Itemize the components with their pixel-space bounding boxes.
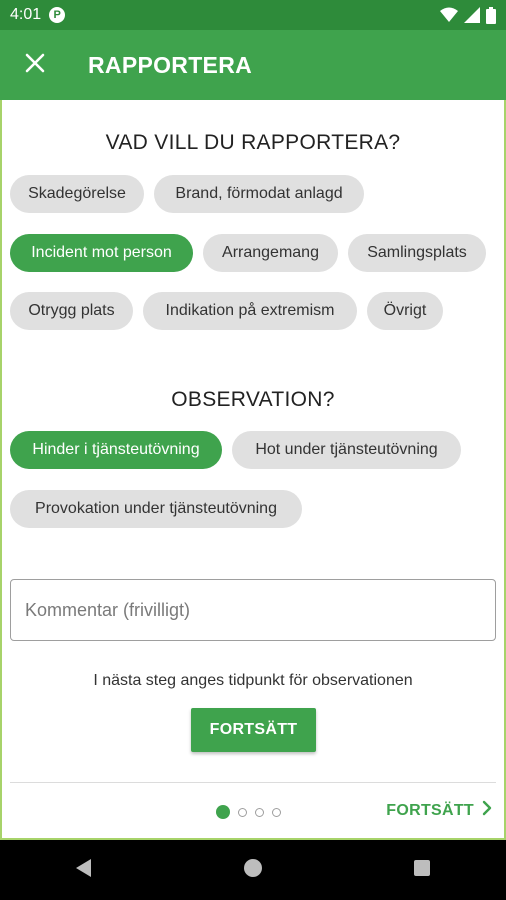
chevron-right-icon (482, 800, 492, 821)
system-nav-bar (0, 840, 506, 900)
close-button[interactable] (0, 30, 70, 100)
chip-samlingsplats[interactable]: Samlingsplats (348, 234, 486, 272)
chip-hot[interactable]: Hot under tjänsteutövning (232, 431, 461, 469)
signal-icon (464, 7, 480, 23)
page-dot-4 (272, 808, 281, 817)
chip-hinder[interactable]: Hinder i tjänsteutövning (10, 431, 222, 469)
page-indicator (216, 805, 281, 819)
recents-square-icon (413, 859, 431, 882)
recents-button[interactable] (402, 850, 442, 890)
home-circle-icon (243, 858, 263, 883)
comment-input[interactable] (10, 579, 496, 641)
page-dot-3 (255, 808, 264, 817)
status-icons (440, 7, 496, 24)
chip-provokation[interactable]: Provokation under tjänsteutövning (10, 490, 302, 528)
page-title: RAPPORTERA (88, 51, 253, 78)
close-icon (25, 53, 45, 78)
battery-icon (486, 7, 496, 24)
page-dot-2 (238, 808, 247, 817)
next-step-info: I nästa steg anges tidpunkt för observationen (93, 672, 413, 689)
status-time: 4:01 (10, 6, 42, 23)
report-type-heading: VAD VILL DU RAPPORTERA? (105, 131, 401, 154)
status-bar (0, 0, 506, 30)
app-bar (0, 30, 506, 100)
back-button[interactable] (64, 850, 104, 890)
observation-heading: OBSERVATION? (171, 388, 335, 411)
chip-incident-mot-person[interactable]: Incident mot person (10, 234, 193, 272)
home-button[interactable] (233, 850, 273, 890)
chip-arrangemang[interactable]: Arrangemang (203, 234, 338, 272)
footer-next-label: FORTSÄTT (386, 801, 474, 819)
divider (10, 782, 496, 783)
page-dot-1 (216, 805, 230, 819)
chip-skadegorelse[interactable]: Skadegörelse (10, 175, 144, 213)
back-triangle-icon (75, 858, 93, 883)
chip-ovrigt[interactable]: Övrigt (367, 292, 443, 330)
footer-next-button[interactable] (386, 800, 492, 821)
chip-otrygg-plats[interactable]: Otrygg plats (10, 292, 133, 330)
continue-button[interactable]: FORTSÄTT (191, 708, 316, 752)
chip-extremism[interactable]: Indikation på extremism (143, 292, 357, 330)
wifi-icon (440, 7, 458, 23)
chip-brand[interactable]: Brand, förmodat anlagd (154, 175, 364, 213)
app-notification-icon: P (49, 7, 65, 23)
